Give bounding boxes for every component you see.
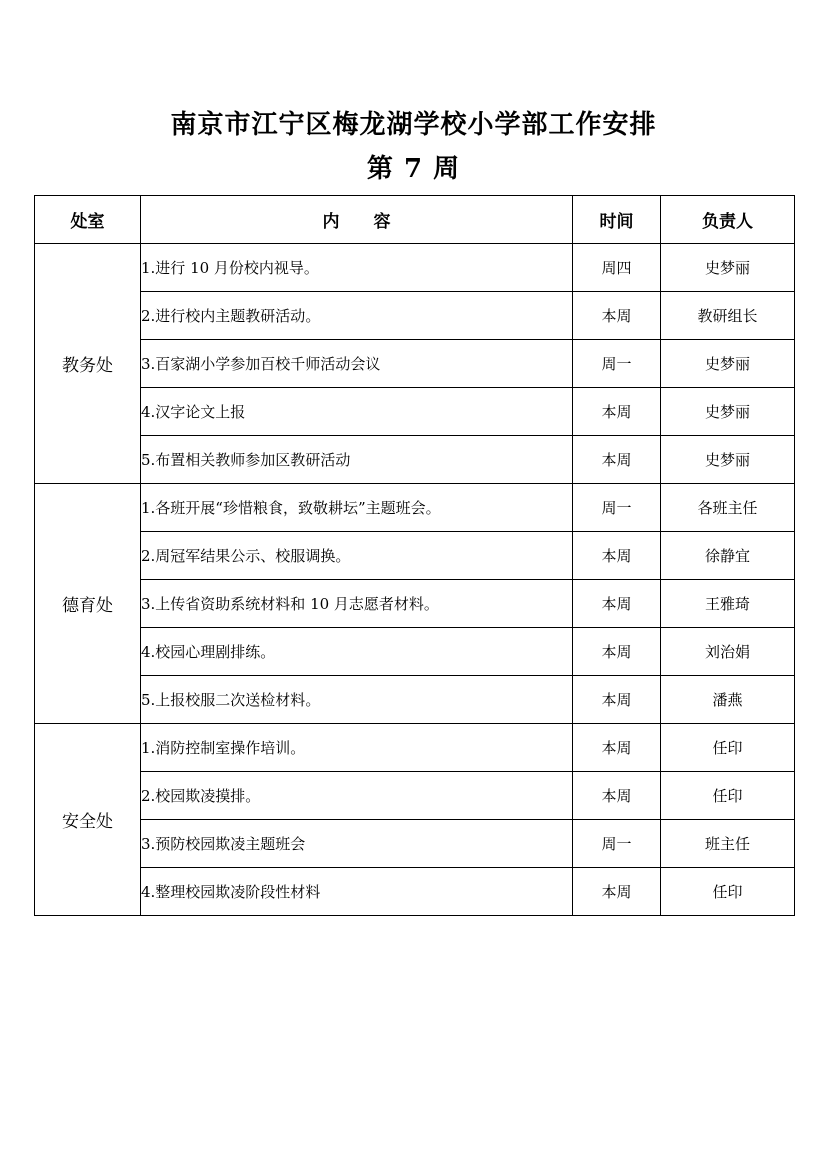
time-cell: 周一: [573, 484, 661, 532]
table-row: [35, 340, 795, 388]
owner-cell: 任印: [661, 724, 795, 772]
owner-cell: 任印: [661, 868, 795, 916]
table-row: [35, 724, 795, 772]
time-cell: 本周: [573, 580, 661, 628]
owner-cell: 徐静宜: [661, 532, 795, 580]
time-cell: 本周: [573, 676, 661, 724]
table-row: [35, 820, 795, 868]
time-cell: 本周: [573, 292, 661, 340]
time-cell: 本周: [573, 772, 661, 820]
time-cell: 本周: [573, 388, 661, 436]
owner-cell: 史梦丽: [661, 388, 795, 436]
dept-cell: 教务处: [35, 244, 141, 484]
time-cell: 本周: [573, 532, 661, 580]
table-row: [35, 676, 795, 724]
header-time: 时间: [573, 196, 661, 244]
content-cell: 2.校园欺凌摸排。: [141, 772, 573, 820]
owner-cell: 潘燕: [661, 676, 795, 724]
content-cell: 5.布置相关教师参加区教研活动: [141, 436, 573, 484]
content-cell: 3.上传省资助系统材料和 10 月志愿者材料。: [141, 580, 573, 628]
owner-cell: 任印: [661, 772, 795, 820]
content-cell: 3.百家湖小学参加百校千师活动会议: [141, 340, 573, 388]
time-cell: 周四: [573, 244, 661, 292]
content-cell: 3.预防校园欺凌主题班会: [141, 820, 573, 868]
table-row: [35, 532, 795, 580]
time-cell: 本周: [573, 436, 661, 484]
owner-cell: 刘治娟: [661, 628, 795, 676]
owner-cell: 史梦丽: [661, 340, 795, 388]
time-cell: 本周: [573, 868, 661, 916]
time-cell: 本周: [573, 724, 661, 772]
owner-cell: 教研组长: [661, 292, 795, 340]
table-row: [35, 580, 795, 628]
content-cell: 2.进行校内主题教研活动。: [141, 292, 573, 340]
header-content: 内 容: [141, 196, 573, 244]
time-cell: 周一: [573, 340, 661, 388]
content-cell: 1.各班开展“珍惜粮食，致敬耕坛”主题班会。: [141, 484, 573, 532]
time-cell: 本周: [573, 628, 661, 676]
time-cell: 周一: [573, 820, 661, 868]
table-row: [35, 292, 795, 340]
content-cell: 1.消防控制室操作培训。: [141, 724, 573, 772]
table-row: [35, 388, 795, 436]
table-row: [35, 628, 795, 676]
table-row: [35, 436, 795, 484]
owner-cell: 王雅琦: [661, 580, 795, 628]
dept-cell: 德育处: [35, 484, 141, 724]
table-row: [35, 772, 795, 820]
content-cell: 1.进行 10 月份校内视导。: [141, 244, 573, 292]
owner-cell: 班主任: [661, 820, 795, 868]
content-cell: 4.汉字论文上报: [141, 388, 573, 436]
header-row: [35, 196, 795, 244]
content-cell: 4.整理校园欺凌阶段性材料: [141, 868, 573, 916]
owner-cell: 史梦丽: [661, 244, 795, 292]
content-cell: 5.上报校服二次送检材料。: [141, 676, 573, 724]
header-dept: 处室: [35, 196, 141, 244]
page-title: 南京市江宁区梅龙湖学校小学部工作安排: [170, 110, 657, 140]
owner-cell: 史梦丽: [661, 436, 795, 484]
week-subtitle: 第 7 周: [366, 154, 461, 184]
dept-cell: 安全处: [35, 724, 141, 916]
schedule-table: [34, 195, 795, 916]
content-cell: 4.校园心理剧排练。: [141, 628, 573, 676]
table-row: [35, 244, 795, 292]
header-owner: 负责人: [661, 196, 795, 244]
content-cell: 2.周冠军结果公示、校服调换。: [141, 532, 573, 580]
table-row: [35, 868, 795, 916]
owner-cell: 各班主任: [661, 484, 795, 532]
table-row: [35, 484, 795, 532]
